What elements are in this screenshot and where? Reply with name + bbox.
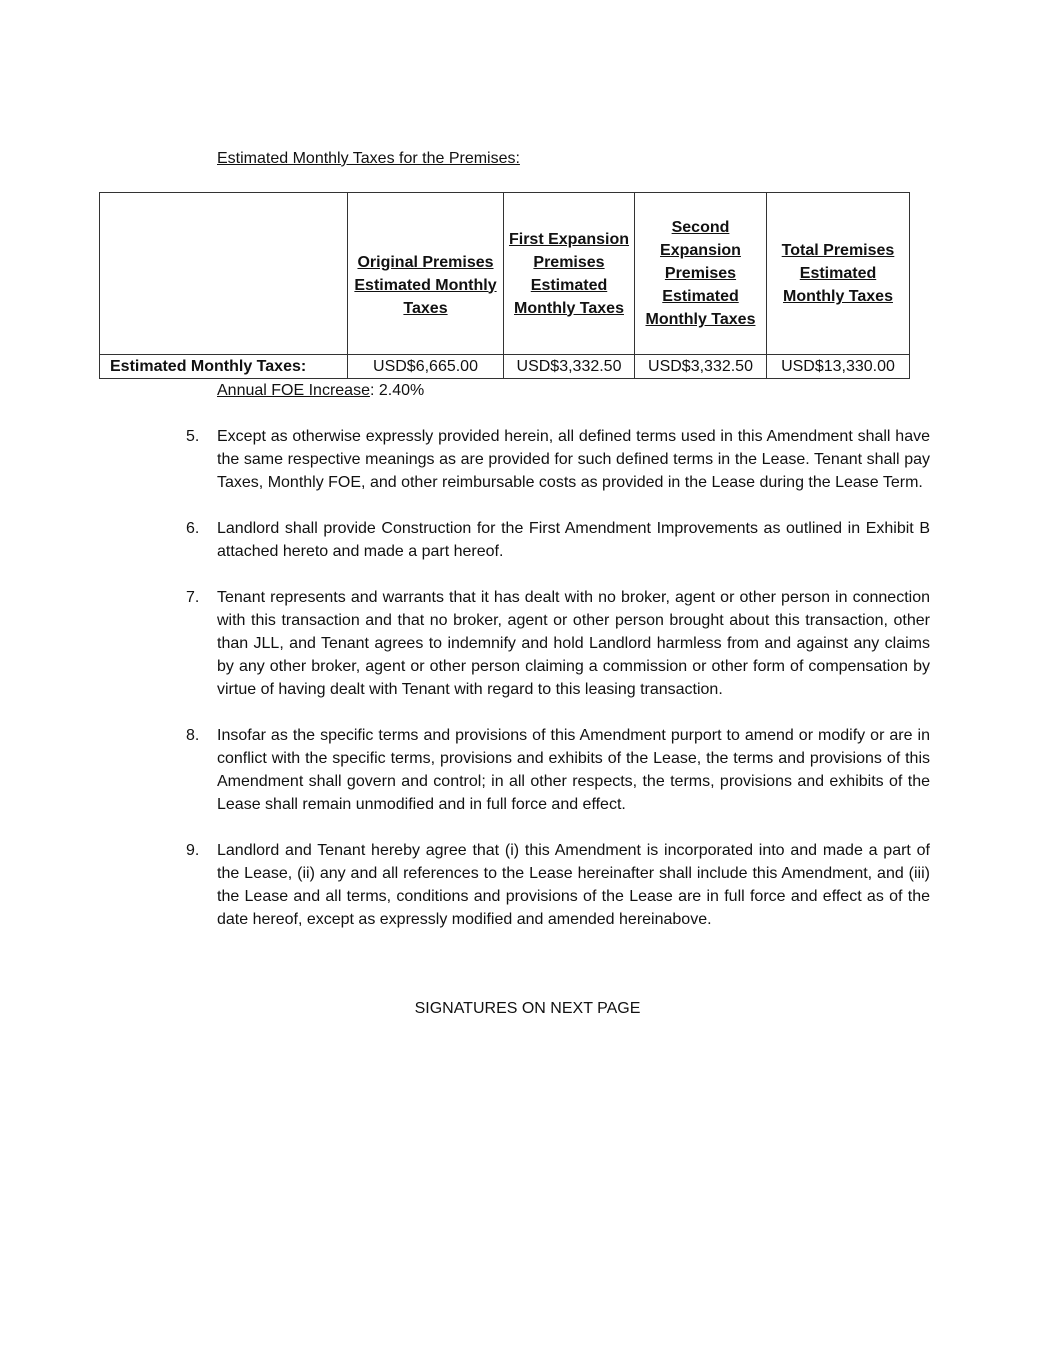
table-header-second-expansion: Second Expansion Premises Estimated Monthly Taxes (635, 193, 767, 355)
clause-text: Landlord shall provide Construction for the First Amendment Improvements as outlined in Exhibit B attached hereto and made a part hereof. (217, 520, 930, 560)
clause-number: 8. (186, 727, 200, 744)
table-cell-first-expansion: USD$3,332.50 (504, 355, 635, 379)
clause-9 (180, 839, 930, 931)
clause-text: Landlord and Tenant hereby agree that (i) this Amendment is incorporated into and made a part of the Lease, (ii) any and all references to the Lease hereinafter shall include this Amendment, and (iii) the Lease and all terms, conditions and provisions of the Lease are in full force and effect as of the date hereof, except as expressly modified and amended hereinabove. (217, 842, 930, 928)
estimated-taxes-table (99, 192, 910, 379)
clause-text: Tenant represents and warrants that it has dealt with no broker, agent or other person in connection with this transaction and that no broker, agent or other person brought about this transaction, other than JLL, and Tenant agrees to indemnify and hold Landlord harmless from and against any claims by any other broker, agent or other person claiming a commission or other form of compensation by virtue of having dealt with Tenant with regard to this leasing transaction. (217, 589, 930, 698)
table-row (100, 355, 910, 379)
clause-number: 9. (186, 842, 200, 859)
table-header-total: Total Premises Estimated Monthly Taxes (767, 193, 910, 355)
table-cell-second-expansion: USD$3,332.50 (635, 355, 767, 379)
clause-6 (180, 517, 930, 563)
clause-8 (180, 724, 930, 816)
table-header-empty (100, 193, 348, 355)
clause-number: 7. (186, 589, 200, 606)
table-header-first-expansion: First Expansion Premises Estimated Monthly Taxes (504, 193, 635, 355)
table-cell-original: USD$6,665.00 (348, 355, 504, 379)
clause-list (180, 425, 930, 954)
clause-text: Except as otherwise expressly provided herein, all defined terms used in this Amendment shall have the same respective meanings as are provided for such defined terms in the Lease. Tenant shall pay Taxes, Monthly FOE, and other reimbursable costs as provided in the Lease during the Lease Term. (217, 428, 930, 491)
table-cell-total: USD$13,330.00 (767, 355, 910, 379)
table-header-original: Original Premises Estimated Monthly Taxes (348, 193, 504, 355)
table-header-row (100, 193, 910, 355)
annual-foe-increase (217, 380, 424, 402)
clause-number: 6. (186, 520, 200, 537)
clause-5 (180, 425, 930, 494)
clause-text: Insofar as the specific terms and provisions of this Amendment purport to amend or modify or are in conflict with the specific terms, provisions and exhibits of the Lease, the terms and provisions of this Amendment shall govern and control; in all other respects, the terms, provisions and exhibits of the Lease shall remain unmodified and in full force and effect. (217, 727, 930, 813)
signatures-note: SIGNATURES ON NEXT PAGE (414, 1000, 641, 1017)
foe-value: : 2.40% (369, 382, 425, 399)
clause-number: 5. (186, 428, 200, 445)
section-title: Estimated Monthly Taxes for the Premises: (217, 150, 520, 167)
foe-label: Annual FOE Increase (217, 382, 370, 399)
clause-7 (180, 586, 930, 701)
table-row-label: Estimated Monthly Taxes: (100, 355, 348, 379)
